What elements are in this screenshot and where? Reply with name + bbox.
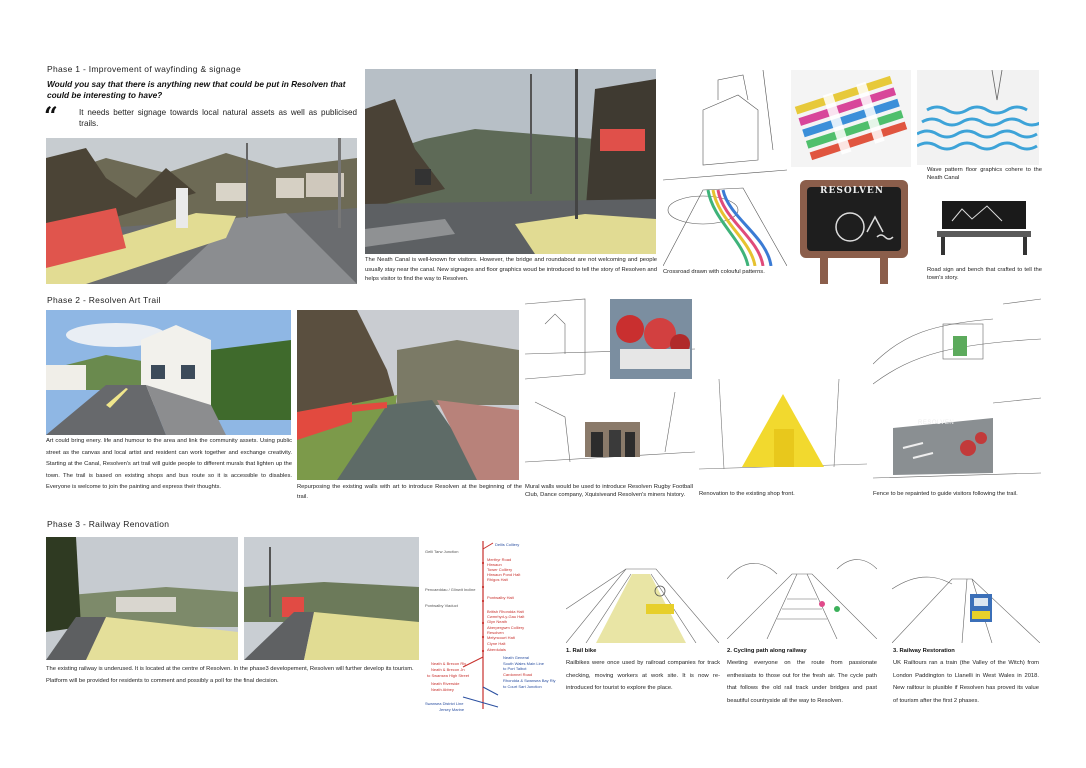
sketch-crossroad xyxy=(663,70,787,266)
quote-mark-icon: “ xyxy=(44,101,58,130)
map-bottom-right: Rhondda & Swansea Bay Rly xyxy=(503,678,556,683)
map-bottom-left: to Swansea High Street xyxy=(427,673,470,678)
sketch-railway-restoration xyxy=(892,549,1040,643)
map-bottom-right: to Court Sart Junction xyxy=(503,684,542,689)
map-bottom-right: Cardonnel Road xyxy=(503,672,533,677)
sketch-colourful-crossing xyxy=(791,70,911,167)
photo-railway-yellow-fence xyxy=(46,537,238,660)
rail-bike-title: 1. Rail bike xyxy=(566,648,597,654)
sketch-mural-rugby xyxy=(525,294,695,386)
map-bottom-left: Swansea District Line xyxy=(425,701,464,706)
cycling-title: 2. Cycling path along railway xyxy=(727,648,807,654)
map-station: Glyn Neath xyxy=(487,619,508,624)
sketch-wave-floor xyxy=(917,70,1039,165)
sketch-cycling-path xyxy=(727,549,877,639)
map-bottom-right: to Port Talbot xyxy=(503,666,527,671)
sketch-mural-miners xyxy=(525,392,695,482)
map-station: Pontwalby Halt xyxy=(487,595,514,600)
railway-line-map xyxy=(423,537,561,714)
photo-railway-red-bridge xyxy=(244,537,419,660)
map-station: Cwmrhyd-y-Gau Halt xyxy=(487,614,525,619)
caption-railway: The existing railway is underused. It is located at the centre of Resolven. In the phase3 developement, Resolven will further develop its tourism. Platform will be provided for residents to comment and possibly a poll for the final decision. xyxy=(46,666,414,684)
restoration-title: 3. Railway Restoration xyxy=(893,648,955,654)
map-station: Aberpergwm Colliery xyxy=(487,625,525,630)
interview-question: Would you say that there is anything new that could be put in Resolven that could be interesting to have? xyxy=(47,79,346,100)
map-station: British Rhondda Halt xyxy=(487,609,524,614)
map-left-label: Pencaeddau / Glinwit Incline xyxy=(425,587,476,592)
fence-resolven-text: RESOLVEN xyxy=(918,420,955,426)
restoration-caption: UK Railtours ran a train (the Valley of the Witch) from London Paddington to Llanelli in West Wales in 2018. New railtour is plusible if Resolven has proved its value of tourism after the first 2 phases. xyxy=(893,660,1039,704)
map-station: Aberdulais xyxy=(487,647,506,652)
photo-neath-canal-roundabout xyxy=(365,69,656,254)
map-left-label: Pontwalby Viaduct xyxy=(425,603,458,608)
photo-canal-red-walls xyxy=(297,310,519,480)
caption-wave-pattern: Wave pattern floor graphics cohere to the Neath Canal xyxy=(927,167,1042,181)
caption-crossroad: Crossroad drawn with colouful patterns. xyxy=(663,269,765,275)
sketch-bench xyxy=(927,191,1041,260)
phase1-title: Phase 1 - Improvement of wayfinding & signage xyxy=(47,64,241,74)
rail-bike-caption: Railbikes were once used by railroad companies for track checking, moving workers at work site. It is now re-introduced for tourist to explore the place. xyxy=(566,660,720,691)
phase3-title: Phase 3 - Railway Renovation xyxy=(47,519,170,529)
map-bottom-right: South Wales Main Line xyxy=(503,661,544,666)
map-bottom-left: Jersey Marine xyxy=(439,707,465,712)
sketch-fence-top xyxy=(873,294,1041,386)
photo-resolven-street xyxy=(46,310,291,435)
caption-fence: Fence to be repainted to guide visitors following the trail. xyxy=(873,491,1018,497)
map-station: Rhigos Halt xyxy=(487,577,508,582)
caption-shop-front: Renovation to the existing shop front. xyxy=(699,491,795,497)
photo-street-yellow-path xyxy=(46,138,357,284)
map-bottom-left: Neath & Brecon Jn xyxy=(431,667,465,672)
map-bottom-right: Neath General xyxy=(503,655,530,660)
map-bottom-left: Neath Abbey xyxy=(431,687,454,692)
map-station: Tower Colliery xyxy=(487,567,513,572)
caption-mural-walls: Mural walls would be used to introduce Resolven Rugby Football Club, Dance company, Xquisiveand Resolven's miners history. xyxy=(525,484,693,499)
cycling-caption: Meeting everyone on the route from passionate enthesiasts to those out for the fresh air. The cycle path that follows the old rail track under bridges and past beautiful countryside all the way to Resolven. xyxy=(727,660,877,704)
sketch-shop-front xyxy=(699,379,867,484)
map-station: Hirwaun Pond Halt xyxy=(487,572,521,577)
caption-canal-walls: Repurposing the existing walls with art to introduce Resolven at the beginning of the trail. xyxy=(297,484,522,500)
caption-art-trail: Art could bring enery. life and humour to the area and link the community assets. Using public street as the canvas and local artist and resident can work together and exchange creativity. Starting at the Canal, Resolven's art trail will guide people to different murals that lighten up the town. The trail is based on existing shops and bus route so it is accessible to disables. Everyone is welcome to join the painting and express their thoughts. xyxy=(46,438,292,491)
map-top-station: Dellis Colliery xyxy=(495,542,520,547)
sketch-rail-bike xyxy=(566,549,719,643)
map-station: Clyne Halt xyxy=(487,641,506,646)
map-left-label: Gelli Tarw Junction xyxy=(425,549,459,554)
caption-road-sign-bench: Road sign and bench that crafted to tell the town's story. xyxy=(927,267,1042,281)
interview-answer: It needs better signage towards local natural assets as well as publicised trails. xyxy=(79,108,357,128)
map-station: Hirwaun xyxy=(487,562,502,567)
caption-neath-canal: The Neath Canal is well-known for visitors. However, the bridge and roundabout are not welcoming and people usually stay near the canal. New signages and floor graphics woud be introduced to tell the story of Resolven and helps visitor to find the way to Resolven. xyxy=(365,257,657,283)
map-bottom-left: Neath & Brecon Rly xyxy=(431,661,467,666)
map-station: Merthyr Road xyxy=(487,557,512,562)
sketch-fence-repainted xyxy=(873,393,1041,485)
map-station: Melyncourt Halt xyxy=(487,635,515,640)
phase2-title: Phase 2 - Resolven Art Trail xyxy=(47,295,161,305)
sign-resolven-text: RESOLVEN xyxy=(820,186,885,196)
map-station-resolven: Resolven xyxy=(487,630,504,635)
map-bottom-left: Neath Riverside xyxy=(431,681,460,686)
